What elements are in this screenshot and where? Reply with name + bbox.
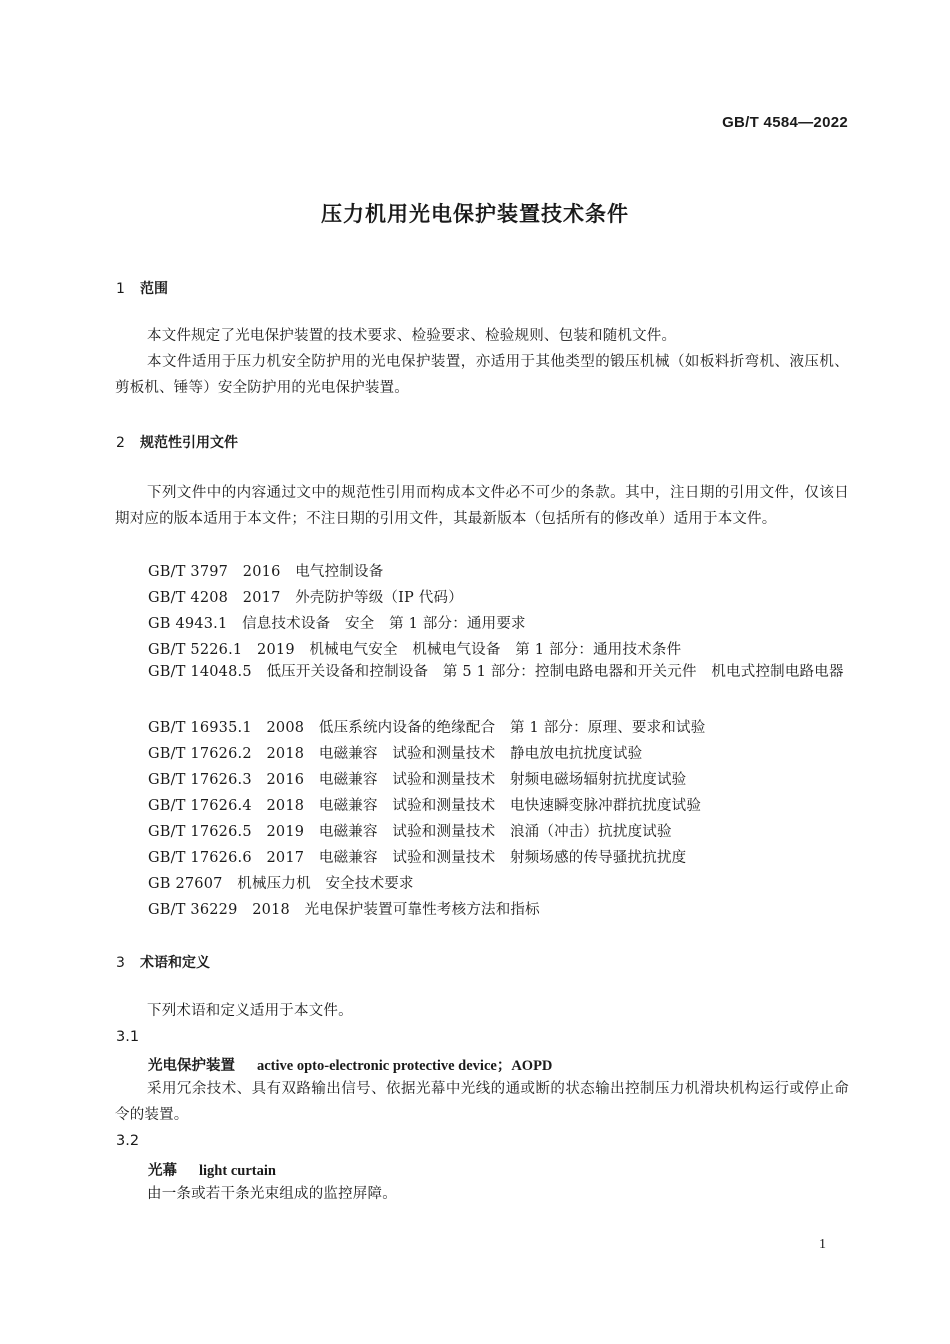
reference-item: GB 27607 机械压力机 安全技术要求 <box>148 876 414 892</box>
term-definition: 采用冗余技术、具有双路输出信号、依据光幕中光线的通或断的状态输出控制压力机滑块机构运行或停止命令的装置。 <box>115 1081 849 1123</box>
standard-code: GB/T 4584—2022 <box>722 114 848 131</box>
section-title: 术语和定义 <box>140 955 210 971</box>
reference-item: GB/T 4208 2017 外壳防护等级（IP 代码） <box>148 590 463 606</box>
section-2-heading <box>116 432 238 452</box>
scope-paragraph-2: 本文件适用于压力机安全防护用的光电保护装置，亦适用于其他类型的锻压机械（如板料折弯机、液压机、剪板机、锤等）安全防护用的光电保护装置。 <box>115 354 849 396</box>
section-3-heading <box>116 952 210 972</box>
term-chinese: 光电保护装置 <box>148 1058 235 1074</box>
reference-item: GB/T 17626.2 2018 电磁兼容 试验和测量技术 静电放电抗扰度试验 <box>148 746 643 762</box>
scope-paragraph-1: 本文件规定了光电保护装置的技术要求、检验要求、检验规则、包装和随机文件。 <box>147 328 677 344</box>
normative-intro-paragraph: 下列文件中的内容通过文中的规范性引用而构成本文件必不可少的条款。其中，注日期的引用文件，仅该日期对应的版本适用于本文件；不注日期的引用文件，其最新版本（包括所有的修改单）适用于本文件。 <box>115 485 849 527</box>
terms-intro-paragraph: 下列术语和定义适用于本文件。 <box>147 1003 353 1019</box>
term-english: light curtain <box>199 1163 276 1179</box>
reference-item: GB/T 14048.5 低压开关设备和控制设备 第 5 1 部分：控制电路电器和开关元件 机电式控制电路电器 <box>148 664 844 680</box>
reference-item: GB/T 36229 2018 光电保护装置可靠性考核方法和指标 <box>148 902 540 918</box>
term-english: active opto-electronic protective device；AOPD <box>257 1058 553 1074</box>
section-1-heading <box>116 278 168 298</box>
term-chinese: 光幕 <box>148 1163 177 1179</box>
reference-item: GB/T 17626.3 2016 电磁兼容 试验和测量技术 射频电磁场辐射抗扰度试验 <box>148 772 687 788</box>
reference-item: GB/T 17626.5 2019 电磁兼容 试验和测量技术 浪涌（冲击）抗扰度试验 <box>148 824 672 840</box>
section-number: 3 <box>116 955 125 971</box>
reference-item: GB 4943.1 信息技术设备 安全 第 1 部分：通用要求 <box>148 616 526 632</box>
section-number: 2 <box>116 435 125 451</box>
reference-item: GB/T 5226.1 2019 机械电气安全 机械电气设备 第 1 部分：通用技术条件 <box>148 642 682 658</box>
term-entry <box>148 1159 276 1180</box>
reference-item: GB/T 17626.4 2018 电磁兼容 试验和测量技术 电快速瞬变脉冲群抗扰度试验 <box>148 798 702 814</box>
page-number: 1 <box>819 1237 826 1252</box>
reference-item: GB/T 3797 2016 电气控制设备 <box>148 564 384 580</box>
clause-number: 3.1 <box>116 1029 140 1045</box>
section-number: 1 <box>116 281 125 297</box>
reference-item: GB/T 16935.1 2008 低压系统内设备的绝缘配合 第 1 部分：原理、要求和试验 <box>148 720 706 736</box>
term-entry <box>148 1054 552 1075</box>
section-title: 规范性引用文件 <box>140 435 238 451</box>
reference-item: GB/T 17626.6 2017 电磁兼容 试验和测量技术 射频场感的传导骚扰抗扰度 <box>148 850 687 866</box>
clause-number: 3.2 <box>116 1133 140 1149</box>
term-definition: 由一条或若干条光束组成的监控屏障。 <box>147 1186 397 1202</box>
document-title: 压力机用光电保护装置技术条件 <box>321 202 629 226</box>
section-title: 范围 <box>140 281 168 297</box>
